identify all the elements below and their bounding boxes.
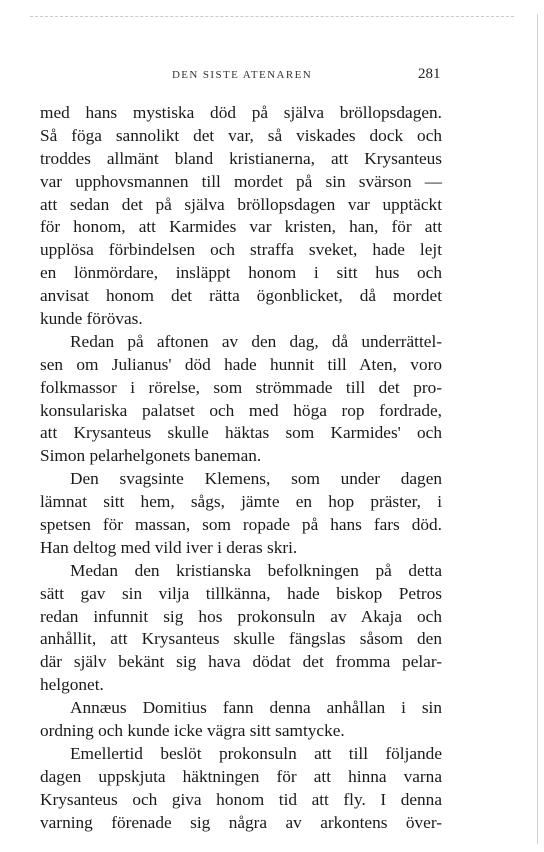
text-line: ordning och kunde icke vägra sitt samtycke. xyxy=(40,721,345,741)
text-line: Han deltog med vild iver i deras skri. xyxy=(40,537,298,557)
text-line: spetsen för massan, som ropade på hans fars död. xyxy=(40,515,442,535)
text-line: Annæus Domitius fann denna anhållan i sin xyxy=(70,698,442,718)
text-line: folkmassor i rörelse, som strömmade till det pro- xyxy=(40,377,442,397)
text-line: sen om Julianus' död hade hunnit till Aten, voro xyxy=(40,354,442,374)
text-line: Så föga sannolikt det var, så viskades dock och xyxy=(40,125,442,145)
text-line: Redan på aftonen av den dag, då underrättel- xyxy=(70,331,442,351)
text-line: varning förenade sig några av arkontens över- xyxy=(40,812,442,832)
page-number: 281 xyxy=(418,66,441,82)
running-header xyxy=(0,66,544,84)
text-line: Simon pelarhelgonets baneman. xyxy=(40,446,262,466)
text-line: anvisat honom det rätta ögonblicket, då mordet xyxy=(40,286,442,306)
text-line: anhållit, att Krysanteus skulle fängslas såsom den xyxy=(40,629,442,649)
text-line: lämnat sitt hem, sågs, jämte en hop präster, i xyxy=(40,492,442,512)
text-line: upplösa förbindelsen och straffa sveket, hade lejt xyxy=(40,240,442,260)
running-title: DEN SISTE ATENAREN xyxy=(171,69,313,81)
text-line: med hans mystiska död på själva bröllopsdagen. xyxy=(40,103,442,122)
text-line: dagen uppskjuta häktningen för att hinna varna xyxy=(40,766,442,786)
text-line: kunde förövas. xyxy=(40,309,143,329)
text-line: konsulariska palatset och med höga rop fordrade, xyxy=(40,400,442,420)
page-top-edge xyxy=(30,16,514,17)
page-right-edge xyxy=(537,14,538,844)
text-line: Emellertid beslöt prokonsuln att till följande xyxy=(70,743,442,763)
text-line: där själv bekänt sig hava dödat det fromma pelar- xyxy=(40,652,442,672)
text-line: helgonet. xyxy=(40,675,104,695)
text-line: var upphovsmannen till mordet på sin svärson — xyxy=(40,171,442,191)
text-line: Medan den kristianska befolkningen på detta xyxy=(70,560,442,580)
text-line: Krysanteus och giva honom tid att fly. I denna xyxy=(40,789,442,809)
body-text xyxy=(40,102,442,835)
text-line: en lönmördare, insläppt honom i sitt hus och xyxy=(40,263,442,283)
text-line: sätt gav sin vilja tillkänna, hade biskop Petros xyxy=(40,583,442,603)
text-line: troddes allmänt bland kristianerna, att Krysanteus xyxy=(40,148,442,168)
text-line: att Krysanteus skulle häktas som Karmides' och xyxy=(40,423,442,443)
text-line: för honom, att Karmides var kristen, han, för att xyxy=(40,217,442,237)
text-line: redan infunnit sig hos prokonsuln av Akaja och xyxy=(40,606,442,626)
text-line: att sedan det på själva bröllopsdagen var upptäckt xyxy=(40,194,442,214)
text-line: Den svagsinte Klemens, som under dagen xyxy=(70,469,442,489)
